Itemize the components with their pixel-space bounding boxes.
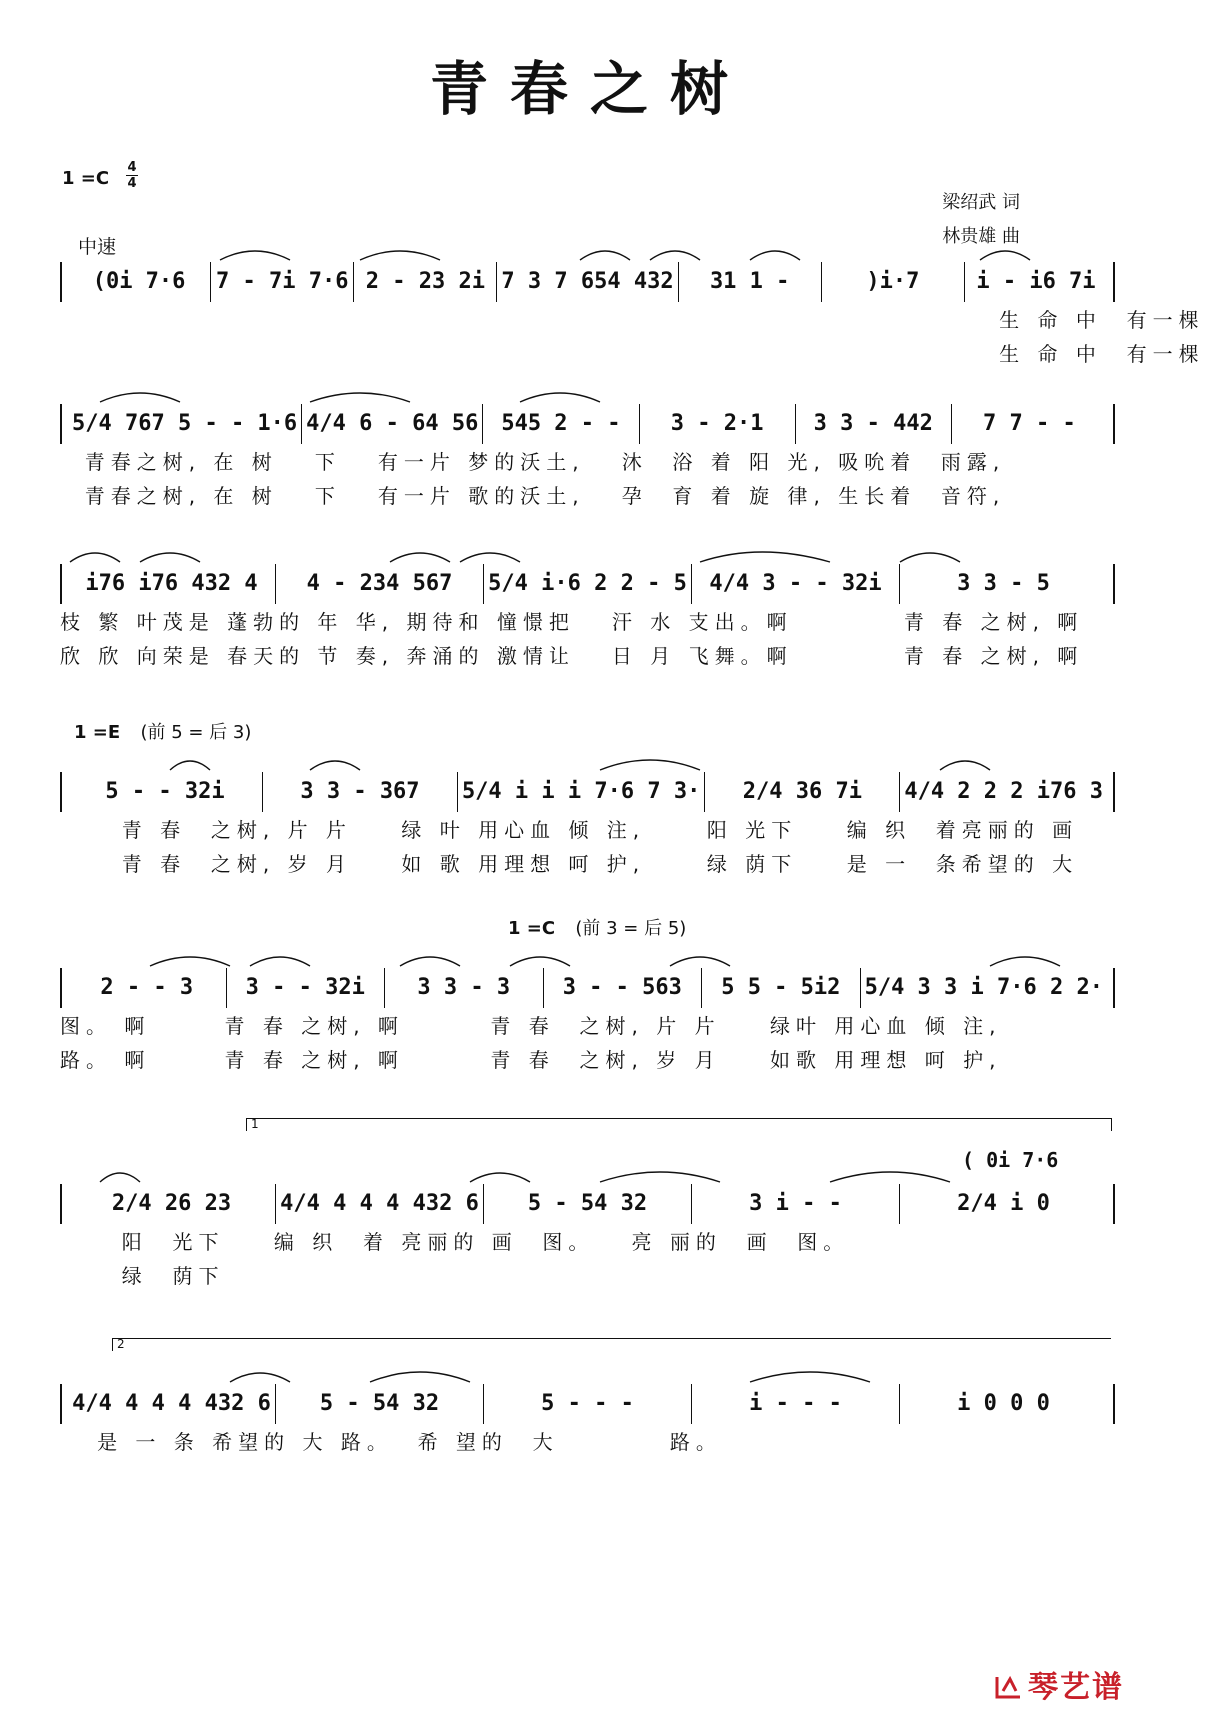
slur-marks <box>60 1162 1115 1184</box>
measure: 4/4 6 - 64 56 <box>302 404 483 444</box>
measure: 2/4 36 7i <box>705 772 900 812</box>
lyric-verse-2: 青 春 之树, 岁 月 如 歌 用理想 呵 护, 绿 荫下 是 一 条希望的 大 <box>60 852 1079 876</box>
repeat-intro-note: ( 0i 7·6 <box>962 1148 1059 1172</box>
measure: 5/4 i i i 7·6 7 3· <box>458 772 705 812</box>
measure: )i·7 <box>822 262 965 302</box>
measure: 31 1 - <box>679 262 822 302</box>
measure: (0i 7·6 <box>68 262 211 302</box>
lyric-verse-2: 青春之树, 在 树 下 有一片 歌的沃土, 孕 育 着 旋 律, 生长着 音符, <box>60 484 1006 508</box>
measure: 3 3 - 442 <box>796 404 952 444</box>
site-watermark <box>994 1662 1124 1706</box>
notes-row <box>60 1184 1115 1224</box>
lyric-verse-2: 路。 啊 青 春 之树, 啊 青 春 之树, 岁 月 如歌 用理想 呵 护, <box>60 1048 1002 1072</box>
measure: 3 3 - 367 <box>263 772 458 812</box>
composer-credit: 林贵雄 曲 <box>942 226 1020 247</box>
lyric-verse-2: 欣 欣 向荣是 春天的 节 奏, 奔涌的 激情让 日 月 飞舞。啊 青 春 之树, 啊 <box>60 644 1084 668</box>
measure: i76 i76 432 4 <box>68 564 276 604</box>
logo-icon <box>994 1673 1024 1701</box>
time-signature <box>126 160 138 191</box>
slur-marks <box>60 542 1115 564</box>
time-numerator: 4 <box>127 160 137 175</box>
measure: i - i6 7i <box>976 269 1096 294</box>
song-title: 青春之树 <box>429 55 750 123</box>
measure: 3 - - 32i <box>227 968 386 1008</box>
time-denominator: 4 <box>127 176 137 191</box>
slur-marks <box>60 946 1115 968</box>
slur-marks <box>60 382 1115 404</box>
notes-row <box>60 404 1115 444</box>
notes-row <box>60 968 1115 1008</box>
measure: 3 3 - 5 <box>957 571 1050 596</box>
measure: 5 - - - <box>484 1384 692 1424</box>
watermark-text: 琴艺谱 <box>1028 1670 1124 1705</box>
modulation-marking <box>74 718 251 744</box>
measure: 4/4 4 4 4 432 6 <box>276 1184 484 1224</box>
modulation-note: (前 5 = 后 3) <box>140 722 252 743</box>
slur-marks <box>60 240 1115 262</box>
measure: 2/4 26 23 <box>68 1184 276 1224</box>
measure: 7 7 - - <box>983 411 1076 436</box>
measure: 2 - - 3 <box>68 968 227 1008</box>
modulation-marking <box>508 914 686 940</box>
slur-marks <box>60 750 1115 772</box>
measure: 2 - 23 2i <box>354 262 497 302</box>
modulation-note: (前 3 = 后 5) <box>575 918 687 939</box>
measure: i 0 0 0 <box>957 1391 1050 1416</box>
measure: 5 - 54 32 <box>276 1384 484 1424</box>
measure: 7 - 7i 7·6 <box>211 262 354 302</box>
measure: 3 - 2·1 <box>640 404 796 444</box>
lyric-verse-2: 绿 荫下 <box>60 1264 225 1288</box>
measure: 5/4 767 5 - - 1·6 <box>68 404 302 444</box>
measure: 4/4 2 2 2 i76 3 <box>904 779 1104 804</box>
measure: 545 2 - - <box>483 404 639 444</box>
volta-bracket-1 <box>246 1118 1112 1131</box>
modulation-key: 1 =C <box>508 918 556 939</box>
measure: 3 - - 563 <box>544 968 703 1008</box>
modulation-key: 1 =E <box>74 722 121 743</box>
volta-number: 1 <box>251 1117 259 1131</box>
measure: 5 - - 32i <box>68 772 263 812</box>
measure: 4/4 3 - - 32i <box>692 564 900 604</box>
lyric-verse-1: 青 春 之树, 片 片 绿 叶 用心血 倾 注, 阳 光下 编 织 着亮丽的 画 <box>60 818 1079 842</box>
lyric-verse-1: 生 命 中 有一棵 <box>60 308 1205 332</box>
measure: 5/4 3 3 i 7·6 2 2· <box>864 975 1103 1000</box>
measure: 3 i - - <box>692 1184 900 1224</box>
lyricist-credit: 梁绍武 词 <box>942 192 1020 213</box>
slur-marks <box>60 1362 1115 1384</box>
lyric-verse-1: 枝 繁 叶茂是 蓬勃的 年 华, 期待和 憧憬把 汗 水 支出。啊 青 春 之树, 啊 <box>60 610 1084 634</box>
measure: 3 3 - 3 <box>385 968 544 1008</box>
notes-row <box>60 262 1115 302</box>
measure: 4/4 4 4 4 432 6 <box>68 1384 276 1424</box>
notes-row <box>60 1384 1115 1424</box>
lyric-verse-1: 是 一 条 希望的 大 路。 希 望的 大 路。 <box>60 1430 722 1454</box>
measure: 4 - 234 567 <box>276 564 484 604</box>
volta-number: 2 <box>117 1337 125 1351</box>
measure: 2/4 i 0 <box>957 1191 1050 1216</box>
measure: 5 5 - 5i2 <box>702 968 861 1008</box>
volta-bracket-2 <box>112 1338 1111 1351</box>
lyric-verse-1: 图。 啊 青 春 之树, 啊 青 春 之树, 片 片 绿叶 用心血 倾 注, <box>60 1014 1002 1038</box>
measure: i - - - <box>692 1384 900 1424</box>
measure: 5/4 i·6 2 2 - 5 <box>484 564 692 604</box>
key-signature: 1 =C <box>62 168 110 189</box>
tempo-marking: 中速 <box>78 236 117 258</box>
measure: 7 3 7 654 432 <box>497 262 678 302</box>
lyric-verse-1: 阳 光下 编 织 着 亮丽的 画 图。 亮 丽的 画 图。 <box>60 1230 850 1254</box>
measure: 5 - 54 32 <box>484 1184 692 1224</box>
notes-row <box>60 772 1115 812</box>
notes-row <box>60 564 1115 604</box>
lyric-verse-2: 生 命 中 有一棵 <box>60 342 1205 366</box>
lyric-verse-1: 青春之树, 在 树 下 有一片 梦的沃土, 沐 浴 着 阳 光, 吸吮着 雨露, <box>60 450 1006 474</box>
